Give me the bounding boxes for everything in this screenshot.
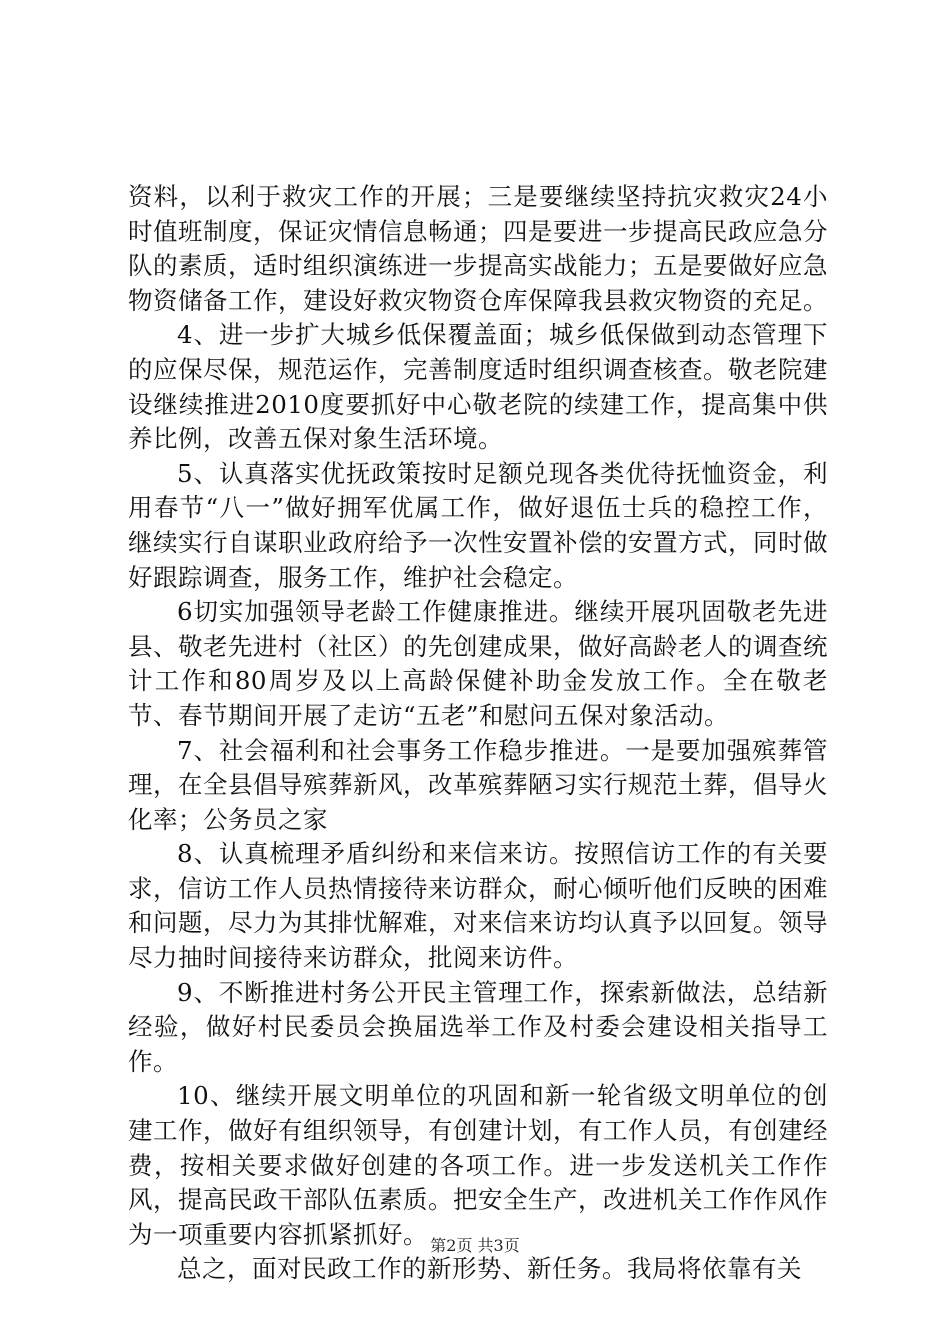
paragraph-item-9: 9、不断推进村务公开民主管理工作，探索新做法，总结新经验，做好村民委员会换届选举工作及村委会建设相关指导工作。 [128,977,828,1076]
paragraph-item-4: 4、进一步扩大城乡低保覆盖面；城乡低保做到动态管理下的应保尽保，规范运作，完善制度适时组织调查核查。敬老院建设继续推进2010度要抓好中心敬老院的续建工作，提高集中供养比例，改善五保对象生活环境。 [128,320,828,454]
paragraph-item-5: 5、认真落实优抚政策按时足额兑现各类优待抚恤资金，利用春节“八一”做好拥军优属工作，做好退伍士兵的稳控工作，继续实行自谋职业政府给予一次性安置补偿的安置方式，同时做好跟踪调查，服务工作，维护社会稳定。 [128,458,828,592]
paragraph-item-6: 6切实加强领导老龄工作健康推进。继续开展巩固敬老先进县、敬老先进村（社区）的先创建成果，做好高龄老人的调查统计工作和80周岁及以上高龄保健补助金发放工作。全在敬老节、春节期间开展了走访“五老”和慰问五保对象活动。 [128,597,828,730]
page-footer: 第2页 共3页 [430,1236,520,1255]
paragraph-summary: 总之，面对民政工作的新形势、新任务。我局将依靠有关 [177,1254,802,1284]
paragraph-item-7: 7、社会福利和社会事务工作稳步推进。一是要加强殡葬管理，在全县倡导殡葬新风，改革殡葬陋习实行规范土葬，倡导火化率；公务员之家 [128,735,828,834]
document-body [128,180,828,1287]
paragraph-continued: 资料，以利于救灾工作的开展；三是要继续坚持抗灾救灾24小时值班制度，保证灾情信息畅通；四是要进一步提高民政应急分队的素质，适时组织演练进一步提高实战能力；五是要做好应急物资储备工作，建设好救灾物资仓库保障我县救灾物资的充足。 [128,182,828,315]
paragraph-item-8: 8、认真梳理矛盾纠纷和来信来访。按照信访工作的有关要求，信访工作人员热情接待来访群众，耐心倾听他们反映的困难和问题，尽力为其排忧解难，对来信来访均认真予以回复。领导尽力抽时间接待来访群众，批阅来访件。 [128,839,828,973]
paragraph-item-10: 10、继续开展文明单位的巩固和新一轮省级文明单位的创建工作，做好有组织领导，有创建计划，有工作人员，有创建经费，按相关要求做好创建的各项工作。进一步发送机关工作作风，提高民政干部队伍素质。把安全生产，改进机关工作作风作为一项重要内容抓紧抓好。 [128,1081,828,1249]
